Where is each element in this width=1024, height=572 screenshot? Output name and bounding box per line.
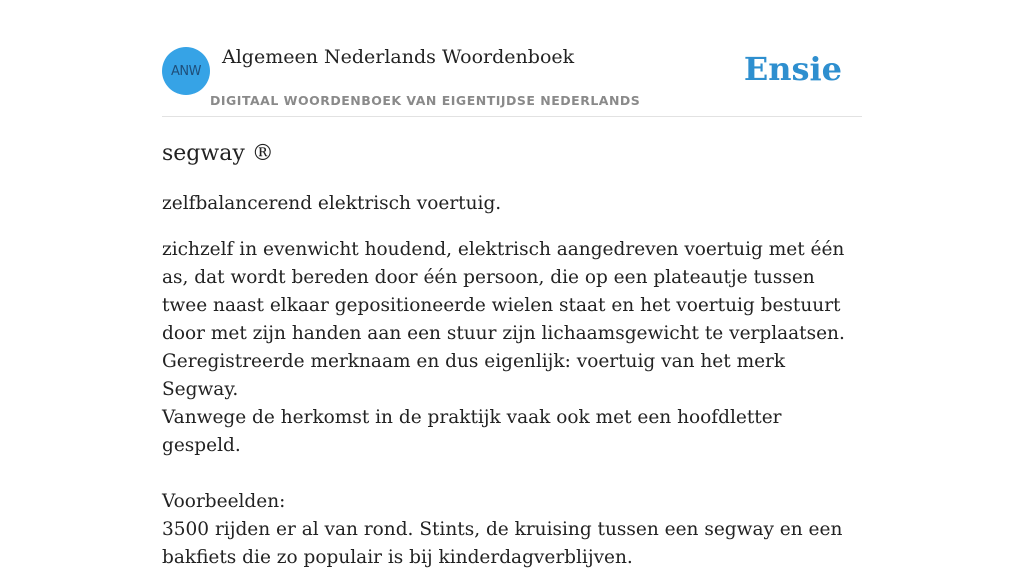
entry-headword: segway ® xyxy=(162,141,274,166)
site-header xyxy=(162,38,862,117)
site-title[interactable]: Algemeen Nederlands Woordenboek xyxy=(222,46,575,68)
entry-content xyxy=(162,138,862,572)
examples-label: Voorbeelden: xyxy=(162,491,286,512)
entry-body xyxy=(162,236,862,572)
paragraph-spacer xyxy=(162,460,862,488)
entry-note-spelling: Vanwege de herkomst in de praktijk vaak ook met een hoofdletter gespeld. xyxy=(162,407,782,456)
site-subtitle: DIGITAAL WOORDENBOEK VAN EIGENTIJDSE NEDERLANDS xyxy=(210,93,641,108)
entry-definition: zichzelf in evenwicht houdend, elektrisch aangedreven voertuig met één as, dat wordt bereden door één persoon, die op een plateautje tussen twee naast elkaar gepositioneerde wielen staat en het voertuig bestuurt door met zijn handen aan een stuur zijn lichaamsgewicht te verplaatsen. xyxy=(162,239,845,344)
entry-note-trademark: Geregistreerde merknaam en dus eigenlijk: voertuig van het merk Segway. xyxy=(162,351,786,400)
anw-logo[interactable] xyxy=(162,47,210,95)
entry-short-definition: zelfbalancerend elektrisch voertuig. xyxy=(162,193,502,214)
ensie-brand-link[interactable]: Ensie xyxy=(743,50,842,88)
logo-text: ANW xyxy=(171,63,201,79)
example-sentence: 3500 rijden er al van rond. Stints, de kruising tussen een segway en een bakfiets die zo populair is bij kinderdagverblijven. xyxy=(162,519,843,568)
